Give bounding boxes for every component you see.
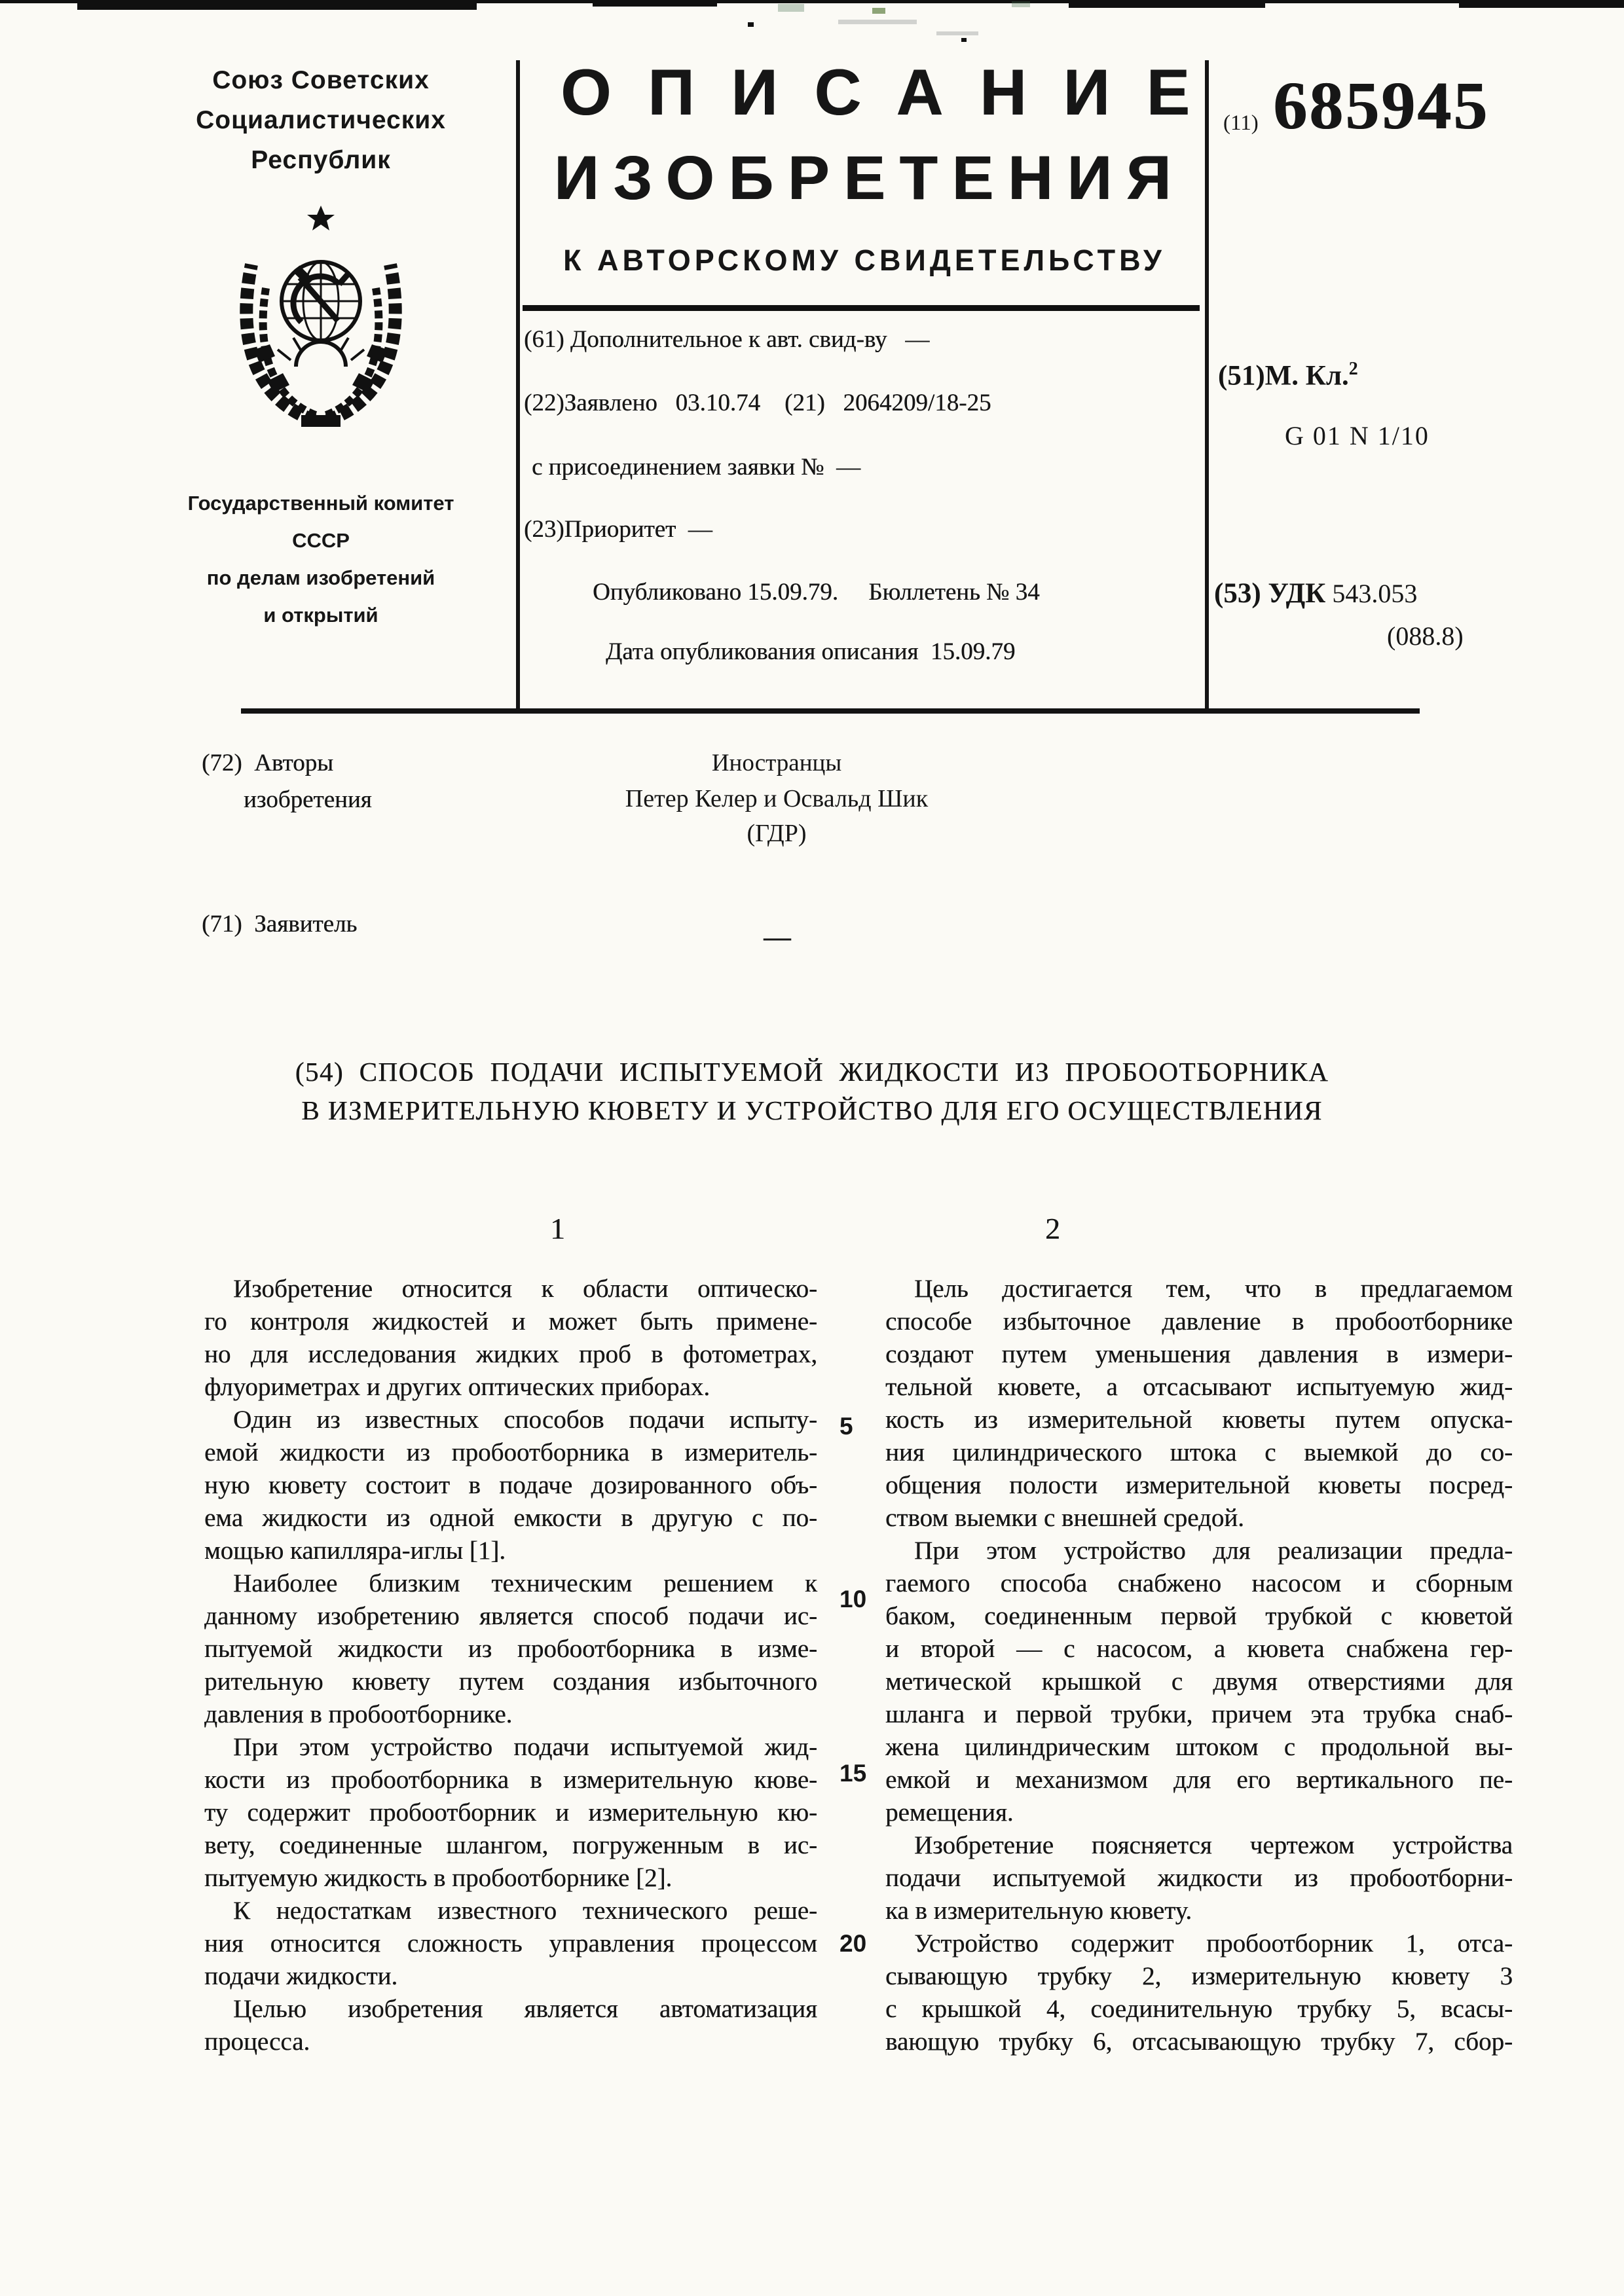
body-line: Наиболее близким техническим решением к xyxy=(233,1569,817,1597)
field-description-publication-date: Дата опубликования описания 15.09.79 xyxy=(606,638,1016,665)
field-61-supplement: (61) Дополнительное к авт. свид-ву — xyxy=(524,326,930,353)
field-53-label: (53) УДК xyxy=(1214,578,1326,609)
field-51-superscript: 2 xyxy=(1348,359,1358,379)
body-line: пытуемой жидкости из пробоотборника в изме- xyxy=(204,1635,817,1663)
field-published: Опубликовано 15.09.79. Бюллетень № 34 xyxy=(593,579,1040,606)
committee-line: и открытий xyxy=(263,604,378,627)
body-line: пытуемую жидкость в пробоотборнике [2]. xyxy=(204,1864,673,1892)
body-column-2 xyxy=(885,1273,1513,2058)
body-line: К недостаткам известного технического реше- xyxy=(233,1897,817,1925)
body-line: шланга и первой трубки, причем эта трубка снаб- xyxy=(885,1700,1513,1728)
body-line: При этом устройство для реализации предла- xyxy=(914,1537,1513,1565)
body-line: метической крышкой с двумя отверстиями для xyxy=(885,1667,1513,1696)
committee-line: СССР xyxy=(292,529,350,552)
body-line: общения полости измерительной кюветы посред- xyxy=(885,1471,1513,1499)
body-line: способе избыточное давление в пробоотборнике xyxy=(885,1307,1513,1336)
field-51-label: (51)М. Кл. xyxy=(1218,360,1349,392)
body-line: ния относится сложность управления процессом xyxy=(204,1929,817,1958)
scan-artifact xyxy=(838,20,917,24)
field-22-filing-date: (22)Заявлено 03.10.74 (21) 2064209/18-25 xyxy=(524,390,991,416)
issuing-union-name xyxy=(118,60,524,180)
body-line: ством выемки с внешней средой. xyxy=(885,1504,1244,1532)
body-line: жена цилиндрическим штоком с продольной вы- xyxy=(885,1733,1513,1761)
line-number: 20 xyxy=(840,1930,867,1957)
line-number: 10 xyxy=(840,1586,867,1613)
body-line: ремещения. xyxy=(885,1798,1014,1827)
invention-title-line2: В ИЗМЕРИТЕЛЬНУЮ КЮВЕТУ И УСТРОЙСТВО ДЛЯ ЕГО ОСУЩЕСТВЛЕНИЯ xyxy=(301,1095,1323,1125)
body-line: Цель достигается тем, что в предлагаемом xyxy=(914,1275,1513,1303)
authors-names: Петер Келер и Освальд Шик xyxy=(625,785,929,812)
body-line: процесса. xyxy=(204,2028,310,2056)
body-column-1 xyxy=(204,1273,817,2058)
body-line: баком, соединенным первой трубкой с кюветой xyxy=(885,1602,1513,1630)
invention-title-line1: (54) СПОСОБ ПОДАЧИ ИСПЫТУЕМОЙ ЖИДКОСТИ ИЗ ПРОБООТБОРНИКА xyxy=(295,1057,1329,1087)
body-line: подачи испытуемой жидкости из пробоотборни- xyxy=(885,1864,1513,1892)
line-number: 5 xyxy=(840,1413,853,1440)
body-line: вающую трубку 6, отсасывающую трубку 7, сбор- xyxy=(885,2028,1513,2056)
scan-artifact xyxy=(77,2,477,10)
header-bottom-rule xyxy=(241,708,1420,714)
field-71-applicant-label: (71) Заявитель xyxy=(202,911,358,938)
field-71-applicant-value: — xyxy=(764,922,791,953)
body-line: данному изобретению является способ подачи ис- xyxy=(204,1602,817,1630)
body-line: гаемого способа снабжено насосом и сборным xyxy=(885,1569,1513,1597)
body-line: Устройство содержит пробоотборник 1, отса- xyxy=(914,1929,1513,1958)
body-line: ния цилиндрического штока с выемкой до со- xyxy=(885,1438,1513,1467)
scan-artifact xyxy=(778,4,804,12)
body-line: давления в пробоотборнике. xyxy=(204,1700,513,1728)
authors-nationality: Иностранцы xyxy=(711,750,842,776)
doc-number: 685945 xyxy=(1273,68,1489,143)
line-number: 15 xyxy=(840,1760,867,1787)
body-line: При этом устройство подачи испытуемой жид- xyxy=(233,1733,817,1761)
body-line: ную кювету состоит в подаче дозированного объ- xyxy=(204,1471,817,1499)
body-line: но для исследования жидких проб в фотометрах, xyxy=(204,1340,817,1368)
scan-artifact xyxy=(748,22,754,27)
body-line: вету, соединенные шлангом, погруженным в ис- xyxy=(204,1831,817,1859)
body-line: Один из известных способов подачи испыту- xyxy=(233,1406,817,1434)
body-line: тельной кювете, а отсасывают испытуемую жид- xyxy=(885,1373,1513,1401)
committee-line: по делам изобретений xyxy=(206,566,435,589)
document-title-line1: ОПИСАНИЕ xyxy=(561,56,1227,128)
body-line: Изобретение поясняется чертежом устройства xyxy=(914,1831,1513,1859)
body-line: с крышкой 4, соединительную трубку 5, всасы- xyxy=(885,1995,1513,2023)
scan-artifact xyxy=(961,38,967,42)
body-line: кость из измерительной кюветы путем опуска- xyxy=(885,1406,1513,1434)
body-line: мощью капилляра-иглы [1]. xyxy=(204,1537,506,1565)
body-line: ема жидкости из одной емкости в другую с по- xyxy=(204,1504,817,1532)
body-line: создают путем уменьшения давления в измери- xyxy=(885,1340,1513,1368)
column-2-header: 2 xyxy=(1045,1212,1060,1245)
body-line: флуориметрах и других оптических приборах. xyxy=(204,1373,710,1401)
body-line: емкой и механизмом для его вертикального пе- xyxy=(885,1766,1513,1794)
document-title-line2: ИЗОБРЕТЕНИЯ xyxy=(553,143,1185,213)
document-subtitle: К АВТОРСКОМУ СВИДЕТЕЛЬСТВУ xyxy=(563,244,1166,277)
state-committee-name xyxy=(110,484,532,634)
body-line: ка в измерительную кювету. xyxy=(885,1897,1192,1925)
scan-artifact xyxy=(593,1,717,7)
scan-artifact xyxy=(936,31,978,35)
scan-artifact xyxy=(1012,1,1030,7)
field-51-int-class xyxy=(1218,359,1358,392)
body-line: ту содержит пробоотборник и измерительную кю- xyxy=(204,1798,817,1827)
body-line: подачи жидкости. xyxy=(204,1962,398,1990)
body-line: и второй — с насосом, а кювета снабжена гер- xyxy=(885,1635,1513,1663)
star-icon xyxy=(307,206,335,230)
committee-line: Государственный комитет xyxy=(187,492,454,515)
org-line: Республик xyxy=(251,146,391,174)
doc-number-label: (11) xyxy=(1223,111,1259,135)
body-line: го контроля жидкостей и может быть примене- xyxy=(204,1307,817,1336)
org-line: Союз Советских xyxy=(212,66,430,94)
invention-title xyxy=(157,1053,1467,1130)
field-23-priority: (23)Приоритет — xyxy=(524,516,712,543)
ussr-coat-of-arms-emblem xyxy=(217,204,424,433)
body-line: кости из пробоотборника в измерительную кюве- xyxy=(204,1766,817,1794)
field-joined-application: с присоединением заявки № — xyxy=(532,454,860,481)
body-line: Изобретение относится к области оптическо- xyxy=(233,1275,817,1303)
org-line: Социалистических xyxy=(196,106,446,134)
body-line: рительную кювету путем создания избыточного xyxy=(204,1667,817,1696)
field-72-authors-label-line2: изобретения xyxy=(244,786,372,813)
authors-country: (ГДР) xyxy=(747,820,807,847)
title-underline-rule xyxy=(523,305,1200,311)
scan-artifact xyxy=(872,8,885,14)
vertical-rule-left xyxy=(516,60,520,710)
column-1-header: 1 xyxy=(550,1212,565,1245)
field-51-class-code: G 01 N 1/10 xyxy=(1285,421,1430,450)
scan-artifact xyxy=(1459,1,1624,8)
body-line: сывающую трубку 2, измерительную кювету 3 xyxy=(885,1962,1513,1990)
body-line: Целью изобретения является автоматизация xyxy=(233,1995,817,2023)
field-53-udk xyxy=(1214,577,1417,610)
field-72-authors-label-line1: (72) Авторы xyxy=(202,750,333,776)
scan-artifact xyxy=(1069,2,1265,8)
body-line: емой жидкости из пробоотборника в измеритель- xyxy=(204,1438,817,1467)
field-53-value2: (088.8) xyxy=(1387,621,1464,651)
field-53-value: 543.053 xyxy=(1325,579,1418,608)
vertical-rule-right xyxy=(1205,60,1209,710)
